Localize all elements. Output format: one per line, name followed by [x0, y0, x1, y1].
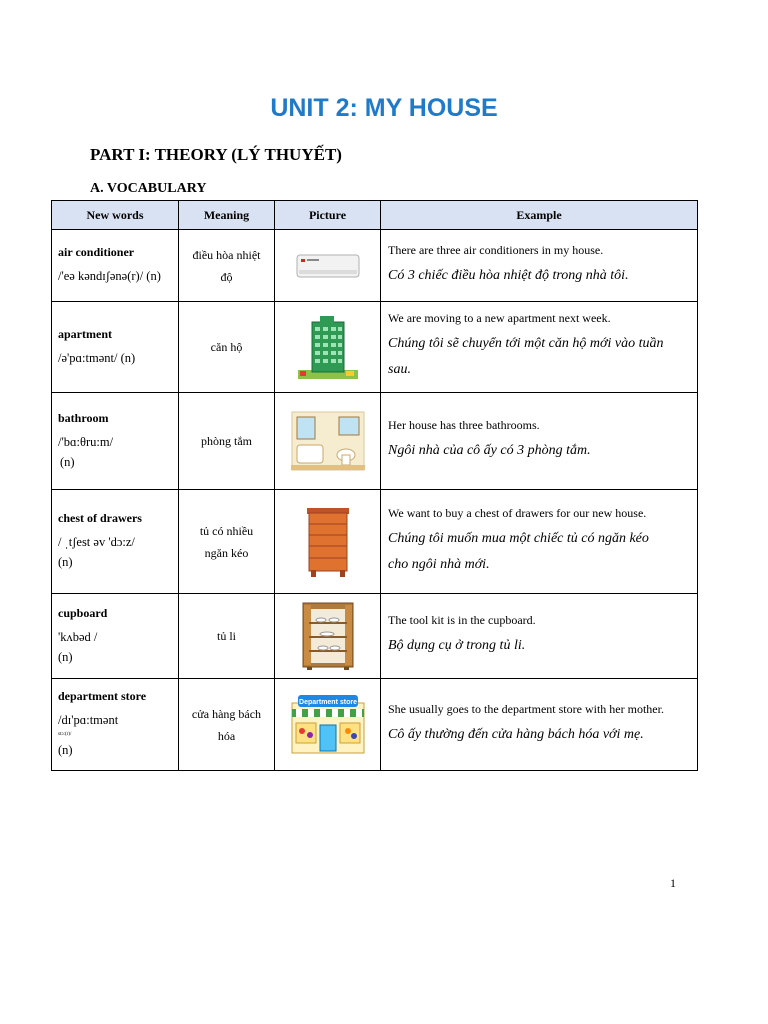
- meaning-line: ngăn kéo: [204, 545, 249, 560]
- store-sign-text: Department store: [298, 698, 357, 706]
- example-cell: [381, 302, 698, 393]
- unit-title: UNIT 2: MY HOUSE: [270, 94, 498, 122]
- word-cell: [52, 594, 179, 679]
- picture-cell: [275, 679, 381, 771]
- example-en: The tool kit is in the cupboard.: [388, 613, 536, 627]
- example-vi: Cô ấy thường đến cửa hàng bách hóa với mẹ.: [388, 726, 644, 742]
- header-picture: Picture: [275, 201, 381, 230]
- table-row: [52, 230, 698, 302]
- phonetic: (n): [58, 649, 73, 664]
- meaning-cell: [179, 302, 275, 393]
- meaning-cell: [179, 490, 275, 594]
- header-meaning: Meaning: [179, 201, 275, 230]
- example-en: Her house has three bathrooms.: [388, 418, 540, 432]
- table-row: [52, 302, 698, 393]
- air-conditioner-icon: [296, 253, 360, 279]
- example-cell: [381, 393, 698, 490]
- meaning-cell: [179, 594, 275, 679]
- example-cell: [381, 594, 698, 679]
- example-vi: cho ngôi nhà mới.: [388, 556, 490, 572]
- word: bathroom: [58, 410, 109, 425]
- meaning-cell: [179, 230, 275, 302]
- table-row: [52, 594, 698, 679]
- word: apartment: [58, 326, 112, 341]
- example-vi: Ngôi nhà của cô ấy có 3 phòng tắm.: [388, 443, 591, 458]
- meaning-line: tủ có nhiều: [199, 523, 254, 538]
- example-cell: [381, 679, 698, 771]
- meaning-line: căn hộ: [210, 340, 243, 354]
- meaning-line: tủ li: [216, 629, 236, 643]
- example-cell: [381, 490, 698, 594]
- word: department store: [58, 689, 147, 703]
- meaning-line: hóa: [217, 728, 236, 743]
- meaning-cell: [179, 393, 275, 490]
- chest-of-drawers-icon: [305, 506, 351, 578]
- section-heading: A. VOCABULARY: [90, 181, 207, 196]
- vocabulary-table: [51, 200, 698, 771]
- picture-cell: [275, 594, 381, 679]
- word-cell: [52, 302, 179, 393]
- word-cell: [52, 490, 179, 594]
- table-row: [52, 679, 698, 771]
- meaning-line: điều hòa nhiệt: [192, 247, 261, 262]
- cupboard-icon: [301, 601, 355, 671]
- phonetic: /ə'pɑ:tmənt/ (n): [58, 350, 136, 365]
- header-example: Example: [381, 201, 698, 230]
- example-en: There are three air conditioners in my house.: [388, 242, 604, 257]
- header-new-words: New words: [52, 201, 179, 230]
- example-vi: Chúng tôi muốn mua một chiếc tủ có ngăn kéo: [388, 530, 649, 546]
- meaning-line: độ: [220, 269, 233, 284]
- picture-cell: [275, 302, 381, 393]
- table-row: [52, 393, 698, 490]
- example-cell: [381, 230, 698, 302]
- page-number: 1: [670, 876, 676, 890]
- example-vi: Bộ dụng cụ ở trong tủ li.: [388, 638, 526, 653]
- part-heading: PART I: THEORY (LÝ THUYẾT): [90, 145, 342, 164]
- phonetic: (n): [60, 454, 75, 469]
- apartment-building-icon: [296, 314, 360, 380]
- meaning-line: phòng tắm: [201, 434, 252, 448]
- phonetic: / ˌtʃest əv 'dɔ:z/: [58, 535, 135, 549]
- phonetic: (n): [58, 555, 73, 569]
- example-en: She usually goes to the department store with her mother.: [388, 701, 664, 716]
- phonetic: /'bɑ:θru:m/: [58, 434, 114, 449]
- table-header-row: [52, 201, 698, 230]
- meaning-line: cửa hàng bách: [191, 706, 262, 721]
- example-vi: Có 3 chiếc điều hòa nhiệt độ trong nhà tôi.: [388, 267, 629, 283]
- example-vi: sau.: [388, 362, 411, 377]
- word-cell: [52, 230, 179, 302]
- word: air conditioner: [58, 245, 135, 259]
- meaning-cell: [179, 679, 275, 771]
- department-store-icon: [288, 693, 368, 757]
- example-vi: Chúng tôi sẽ chuyển tới một căn hộ mới vào tuần: [388, 336, 664, 351]
- picture-cell: [275, 230, 381, 302]
- table-row: [52, 490, 698, 594]
- word: cupboard: [58, 605, 108, 620]
- phonetic-small: stɔ:(r)/: [58, 732, 72, 737]
- phonetic: /'eə kəndɪʃənə(r)/ (n): [58, 269, 161, 283]
- bathroom-icon: [291, 411, 365, 471]
- example-en: We want to buy a chest of drawers for our new house.: [388, 505, 647, 520]
- picture-cell: [275, 393, 381, 490]
- word-cell: [52, 679, 179, 771]
- example-en: We are moving to a new apartment next week.: [388, 311, 611, 325]
- phonetic: /dɪ'pɑ:tmənt: [58, 713, 119, 727]
- phonetic: (n): [58, 743, 73, 757]
- word-cell: [52, 393, 179, 490]
- picture-cell: [275, 490, 381, 594]
- word: chest of drawers: [58, 511, 142, 525]
- phonetic: 'kʌbəd /: [58, 629, 98, 644]
